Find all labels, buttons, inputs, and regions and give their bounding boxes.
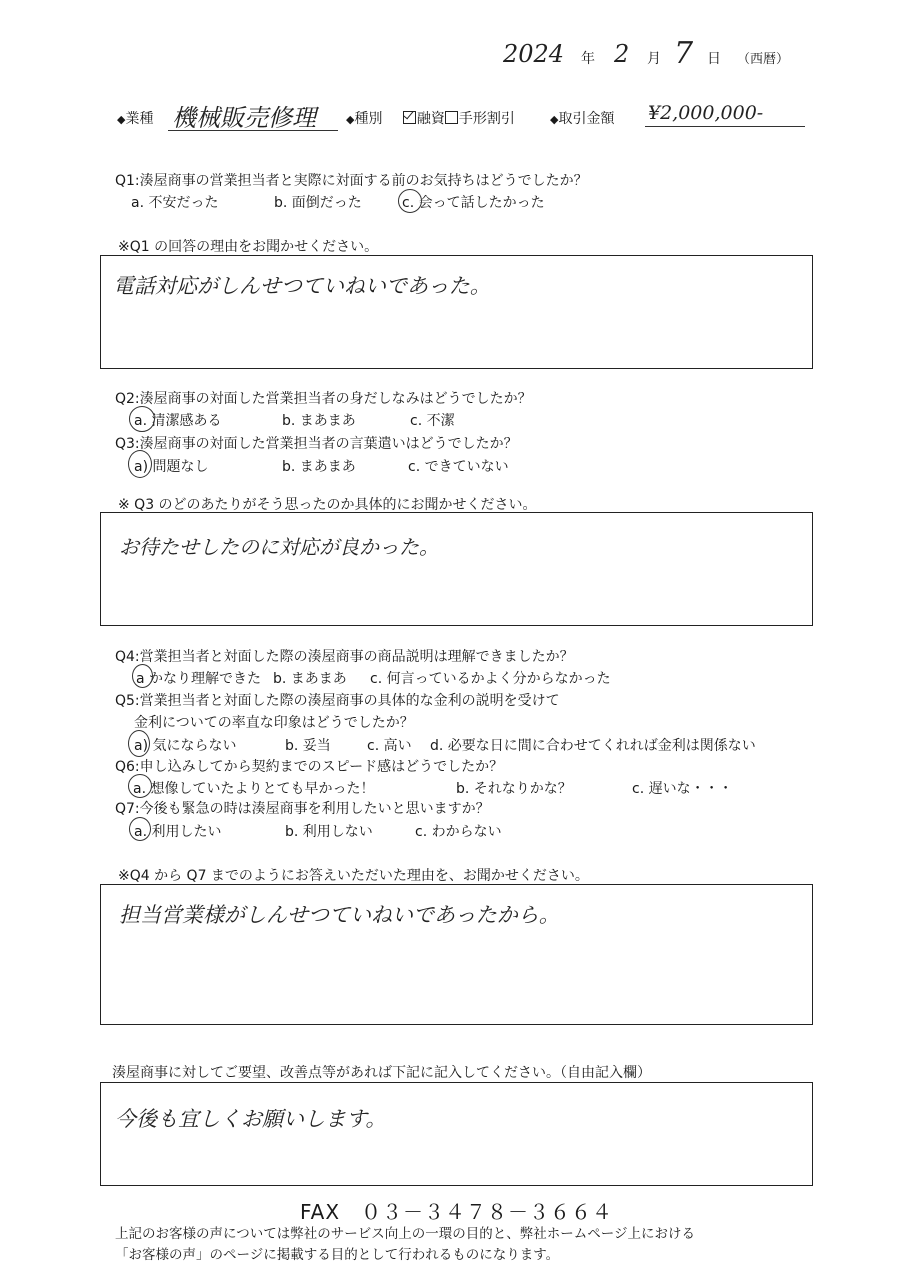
- q47-reason-answer: 担当営業様がしんせつていねいであったから。: [119, 903, 560, 927]
- amount-field: [550, 108, 614, 128]
- q1-question: Q1:湊屋商事の営業担当者と実際に対面する前のお気持ちはどうでしたか？: [115, 173, 588, 189]
- type-option-bill: 手形割引: [458, 111, 515, 127]
- q3-option-a: a) 問題なし: [134, 459, 209, 475]
- q1-selection-circle: [398, 189, 422, 213]
- q3-selection-circle: [128, 450, 152, 478]
- industry-underline: [168, 130, 338, 131]
- industry-field: [117, 108, 153, 128]
- q1-reason-answer: 電話対応がしんせつていねいであった。: [113, 274, 491, 298]
- q6-option-b: b. それなりかな？: [456, 781, 572, 797]
- q5-option-b: b. 妥当: [285, 738, 331, 754]
- q3-option-c: c. できていない: [408, 459, 509, 475]
- date-day: 7: [674, 36, 694, 71]
- diamond-icon: ◆: [346, 113, 355, 126]
- q47-reason-label: ※Q4 から Q7 までのようにお答えいただいた理由を、お聞かせください。: [118, 868, 589, 884]
- date-month-label: 月: [647, 51, 661, 67]
- q1-option-a: a. 不安だった: [131, 195, 219, 211]
- free-comment-answer: 今後も宜しくお願いします。: [115, 1107, 387, 1131]
- checkbox-icon-bill: [445, 111, 458, 124]
- fax-number: FAX ０３－３４７８－３６６４: [300, 1200, 614, 1224]
- q4-question: Q4:営業担当者と対面した際の湊屋商事の商品説明は理解できましたか？: [115, 649, 574, 665]
- q5-option-a: a) 気にならない: [134, 738, 237, 754]
- q3-option-b: b. まあまあ: [282, 459, 356, 475]
- q7-option-c: c. わからない: [415, 824, 502, 840]
- diamond-icon: ◆: [117, 113, 126, 126]
- type-field: [346, 108, 515, 128]
- q2-option-c: c. 不潔: [410, 413, 455, 429]
- q2-option-a: a. 清潔感ある: [134, 413, 222, 429]
- footer-note-line2: 「お客様の声」のページに掲載する目的として行われるものになります。: [115, 1247, 560, 1263]
- date-day-label: 日: [707, 51, 721, 67]
- industry-label: 業種: [125, 111, 154, 127]
- q1-option-b: b. 面倒だった: [274, 195, 362, 211]
- q3-question: Q3:湊屋商事の対面した営業担当者の言葉遣いはどうでしたか？: [115, 436, 518, 452]
- diamond-icon: ◆: [550, 113, 559, 126]
- q4-option-b: b. まあまあ: [273, 671, 347, 687]
- date-year-label: 年: [581, 51, 595, 67]
- q5-question-line1: Q5:営業担当者と対面した際の湊屋商事の具体的な金利の説明を受けて: [115, 693, 560, 709]
- q6-option-c: c. 遅いな・・・: [632, 781, 733, 797]
- q6-option-a: a. 想像していたよりとても早かった！: [133, 781, 375, 797]
- amount-label: 取引金額: [558, 111, 615, 127]
- q7-selection-circle: [129, 817, 151, 841]
- q7-question: Q7:今後も緊急の時は湊屋商事を利用したいと思いますか？: [115, 801, 490, 817]
- q3-reason-label: ※ Q3 のどのあたりがそう思ったのか具体的にお聞かせください。: [118, 497, 537, 513]
- free-comment-box: [100, 1082, 813, 1186]
- date-era: （西暦）: [737, 52, 790, 67]
- date-year: 2024: [503, 40, 565, 68]
- type-option-loan: 融資: [416, 111, 445, 127]
- q1-option-c: c. 会って話したかった: [402, 195, 545, 211]
- type-label: 種別: [354, 111, 383, 127]
- q1-reason-box: [100, 255, 813, 369]
- free-comment-label: 湊屋商事に対してご要望、改善点等があれば下記に記入してください。（自由記入欄）: [112, 1065, 651, 1081]
- q5-selection-circle: [128, 730, 150, 757]
- q4-option-c: c. 何言っているかよく分からなかった: [370, 671, 611, 687]
- q1-reason-label: ※Q1 の回答の理由をお聞かせください。: [118, 239, 379, 255]
- q6-question: Q6:申し込みしてから契約までのスピード感はどうでしたか？: [115, 759, 504, 775]
- q5-question-line2: 金利についての率直な印象はどうでしたか？: [134, 715, 414, 731]
- amount-value: ¥2,000,000-: [648, 102, 764, 124]
- q2-selection-circle: [129, 406, 155, 432]
- q6-selection-circle: [128, 774, 152, 798]
- q3-reason-box: [100, 512, 813, 626]
- footer-note-line1: 上記のお客様の声については弊社のサービス向上の一環の目的と、弊社ホームページ上における: [115, 1226, 695, 1242]
- q5-option-c: c. 高い: [367, 738, 412, 754]
- q2-option-b: b. まあまあ: [282, 413, 356, 429]
- industry-value: 機械販売修理: [172, 104, 316, 132]
- q47-reason-box: [100, 884, 813, 1025]
- q5-option-d: d. 必要な日に間に合わせてくれれば金利は関係ない: [430, 738, 756, 754]
- q7-option-a: a. 利用したい: [134, 824, 222, 840]
- q7-option-b: b. 利用しない: [285, 824, 373, 840]
- q4-selection-circle: [132, 664, 153, 688]
- check-icon-loan: [403, 111, 416, 124]
- q4-option-a: a かなり理解できた: [136, 671, 262, 687]
- q3-reason-answer: お待たせしたのに対応が良かった。: [119, 535, 439, 559]
- q2-question: Q2:湊屋商事の対面した営業担当者の身だしなみはどうでしたか？: [115, 391, 532, 407]
- amount-underline: [645, 126, 805, 127]
- date-month: 2: [614, 40, 630, 68]
